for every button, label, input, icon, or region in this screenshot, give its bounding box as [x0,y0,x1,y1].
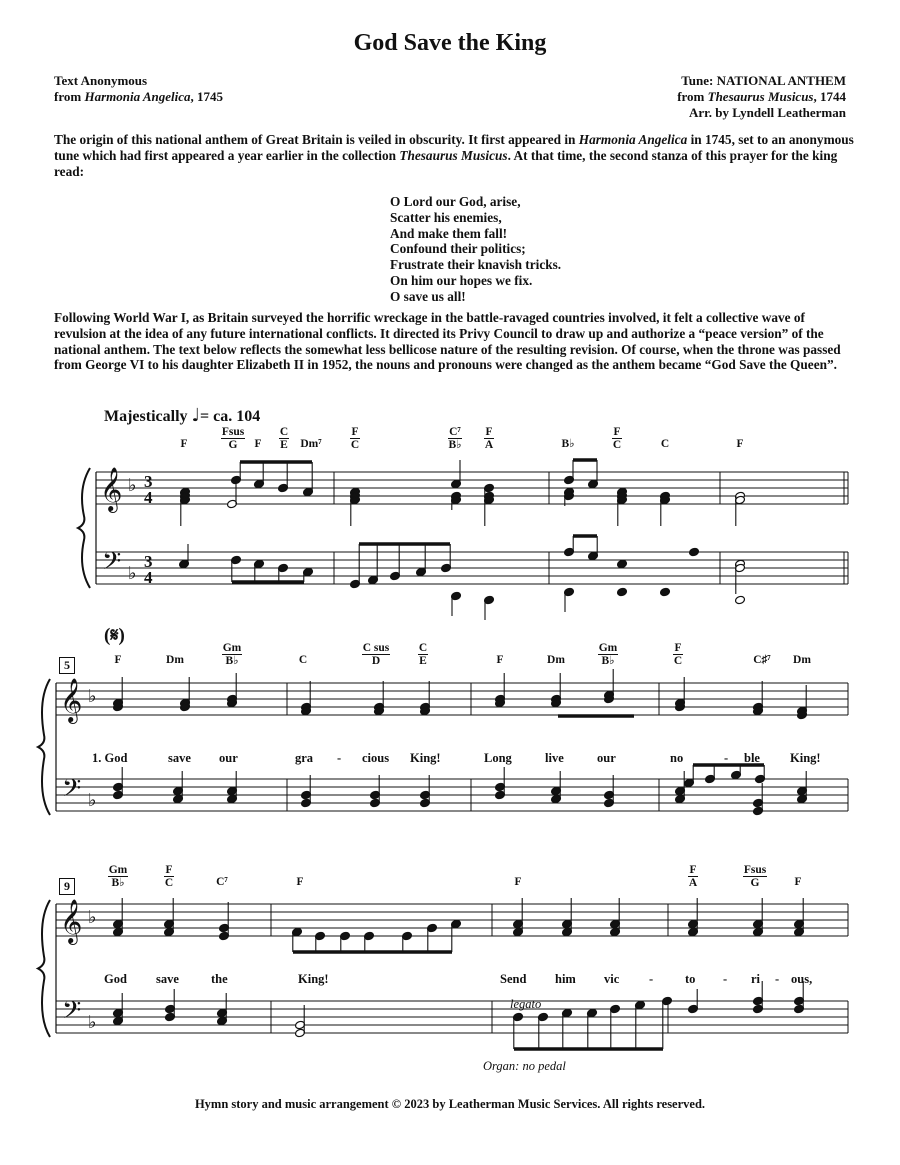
lyric-syllable: no [670,751,684,765]
chord-symbol: $\frac{F}{A}$ [688,864,698,889]
chord-symbol: Dm⁷ [300,438,322,450]
chord-symbol: $\frac{C}{E}$ [418,642,428,667]
note-head [660,587,671,597]
chord-symbol: C [660,438,670,450]
text-credit-line-2: from Harmonia Angelica, 1745 [54,89,224,104]
lyric-syllable: him [555,972,576,986]
tempo-marking: Majestically ♩= ca. 104 [104,405,261,426]
poem-line: O save us all! [390,288,466,304]
chord-symbol: F [736,438,744,450]
chord-symbol: $\frac{F}{C}$ [164,864,174,889]
text-credit-line-1: Text Anonymous [54,73,148,88]
story-paragraph-1: The origin of this national anthem of Great Britain is veiled in obscurity. It first appeared in Harmonia Angelica in 1745, set to an anonymous tune which had first appeared a year earlier in the collection Thesaurus Musicus. At that time, the second stanza of this prayer for the king read: [54,132,854,179]
lyric-syllable: our [597,751,616,765]
page-title: God Save the King [353,30,547,56]
lyric-syllable: - [775,972,780,986]
poem-line: Confound their politics; [390,241,526,257]
lyric-syllable: King! [298,972,329,986]
brace [78,468,90,588]
lyric-syllable: vic [604,972,620,986]
time-signature-top: 3 [144,552,153,571]
flat-key-signature-icon: ♭ [88,790,97,811]
chord-symbol: C [298,654,308,666]
lyric-syllable: to [685,972,696,986]
flat-key-signature-icon: ♭ [88,1012,97,1033]
note-head [617,587,628,597]
chord-symbol: $\frac{C}{E}$ [279,426,289,451]
time-signature-top: 3 [144,472,153,491]
lyric-syllable: - [337,751,342,765]
tune-source: Thesaurus Musicus [707,89,814,104]
chord-symbol: $\frac{\text{Fsus}}{G}$ [221,426,245,451]
bass-clef-icon: 𝄢 [62,774,82,809]
lyric-syllable: live [545,751,564,765]
note-head [735,595,746,605]
chord-symbol: $\frac{\text{C sus}}{D}$ [362,642,390,667]
brace [38,679,50,815]
chord-symbol: F [794,876,802,888]
legato-marking: legato [510,997,542,1011]
note-head [617,559,628,569]
chord-symbol: $\frac{F}{C}$ [350,426,360,451]
treble-clef-icon: 𝄞 [60,678,83,722]
poem-line: Scatter his enemies, [390,209,502,225]
chord-symbol: F [296,876,304,888]
poem-line: On him our hopes we fix. [390,272,533,288]
lyric-syllable: - [649,972,654,986]
segno-sign: (𝄋) [104,625,125,646]
flat-key-signature-icon: ♭ [88,686,97,707]
lyric-syllable: God [104,972,127,986]
measure-number: 9 [59,878,75,895]
poem-line: Frustrate their knavish tricks. [390,257,562,273]
lyric-syllable: save [168,751,191,765]
chord-symbol: F [254,438,262,450]
chord-symbol: C♯⁷ [753,654,771,666]
lyric-syllable: - [723,972,728,986]
copyright-footer: Hymn story and music arrangement © 2023 by Leatherman Music Services. All rights reserved. [194,1097,706,1111]
text-source: Harmonia Angelica [84,89,191,104]
chord-symbol: F [514,876,522,888]
chord-symbol: F [180,438,188,450]
lyric-syllable: Send [500,972,527,986]
chord-symbol: B♭ [561,438,575,450]
lyric-syllable: King! [410,751,441,765]
chord-symbol: $\frac{Gm}{B♭}$ [222,642,242,667]
lyric-syllable: Long [484,751,512,765]
lyric-syllable: 1. God [92,751,128,765]
treble-clef-icon: 𝄞 [60,899,83,943]
bass-clef-icon: 𝄢 [102,547,122,582]
lyric-syllable: ous, [791,972,813,986]
chord-symbol: Dm [793,654,811,666]
lyric-syllable: ri [751,972,761,986]
tune-credit-line-2: from Thesaurus Musicus, 1744 [677,89,846,104]
lyric-syllable: save [156,972,179,986]
flat-key-signature-icon: ♭ [128,563,137,584]
chord-symbol: F [114,654,122,666]
bass-clef-icon: 𝄢 [62,996,82,1031]
lyric-syllable: ble [744,751,760,765]
chord-symbol: Dm [166,654,184,666]
chord-symbol: $\frac{Gm}{B♭}$ [108,864,128,889]
chord-symbol: $\frac{F}{C}$ [673,642,683,667]
treble-clef-icon: 𝄞 [100,467,123,511]
lyric-syllable: the [211,972,228,986]
chord-symbol: F [496,654,504,666]
quarter-note-icon: ♩ [191,405,201,426]
lyric-syllable: - [724,751,729,765]
chord-symbol: C⁷ [216,876,228,888]
poem-line: O Lord our God, arise, [390,194,521,209]
chord-symbol: $\frac{\text{C⁷}}{B♭}$ [448,426,462,451]
lyric-syllable: King! [790,751,821,765]
flat-key-signature-icon: ♭ [128,475,137,496]
chord-symbol: $\frac{\text{Fsus}}{G}$ [743,864,767,889]
chord-symbol: $\frac{Gm}{B♭}$ [598,642,618,667]
chord-symbol: $\frac{F}{C}$ [612,426,622,451]
organ-note: Organ: no pedal [483,1059,566,1073]
lyric-syllable: cious [362,751,390,765]
chord-symbol: $\frac{F}{A}$ [484,426,494,451]
lyric-syllable: our [219,751,238,765]
poem-line: And make them fall! [390,225,508,241]
measure-number: 5 [59,657,75,674]
lyric-syllable: gra [295,751,314,765]
tune-credit-line-3: Arr. by Lyndell Leatherman [689,105,846,120]
note-head [689,547,700,557]
tune-credit-line-1: Tune: NATIONAL ANTHEM [681,73,846,88]
flat-key-signature-icon: ♭ [88,907,97,928]
chord-symbol: Dm [547,654,565,666]
time-signature-bottom: 4 [144,488,153,507]
time-signature-bottom: 4 [144,568,153,587]
brace [38,900,50,1037]
story-paragraph-2: Following World War I, as Britain surveyed the horrific wreckage in the battle-ravaged countries involved, it felt a collective wave of revulsion at the idea of any future international conflicts. It directed its Privy Council to draw up and authorize a “peace version” of the national anthem. The text below reflects the somewhat less bellicose nature of the resulting revision. Of course, when the throne was passed from George VI to his daughter Elizabeth II in 1952, the nouns and pronouns were changed as the anthem became “God Save the Queen”. [54,310,841,373]
